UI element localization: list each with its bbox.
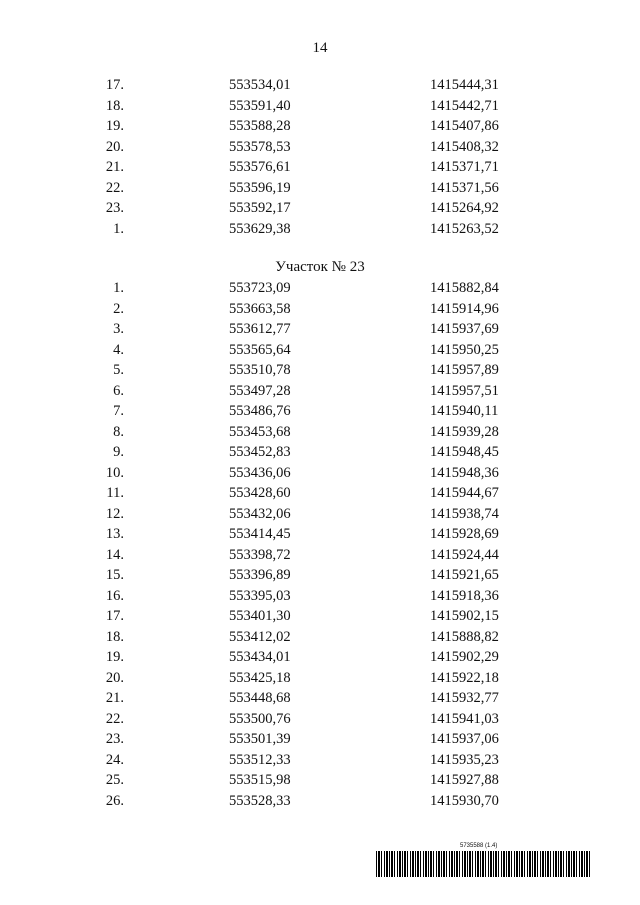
point-number: 21. <box>105 690 124 706</box>
point-number: 18. <box>105 628 124 645</box>
point-number: 17. <box>105 77 124 93</box>
coordinate-x: 553500,76 <box>229 710 291 727</box>
coordinate-x: 553534,01 <box>229 77 291 93</box>
coordinate-y: 1415927,88 <box>430 772 499 788</box>
table-row <box>0 157 640 178</box>
table-row <box>0 299 640 320</box>
coordinate-x: 553512,33 <box>229 751 291 768</box>
coordinate-y: 1415944,67 <box>430 485 499 501</box>
coordinate-y: 1415957,51 <box>430 382 499 399</box>
coordinate-y: 1415902,15 <box>430 608 499 624</box>
table-row <box>0 545 640 566</box>
point-number: 25. <box>105 772 124 788</box>
point-number: 17. <box>105 608 124 624</box>
coordinate-x: 553612,77 <box>229 321 291 337</box>
coordinate-y: 1415371,56 <box>430 179 499 196</box>
point-number: 7. <box>113 403 124 419</box>
coordinate-x: 553528,33 <box>229 792 291 809</box>
point-number: 23. <box>105 731 124 747</box>
coordinate-y: 1415922,18 <box>430 669 499 686</box>
coordinate-y: 1415442,71 <box>430 97 499 114</box>
coordinate-x: 553432,06 <box>229 505 291 522</box>
table-row <box>0 442 640 463</box>
coordinate-x: 553596,19 <box>229 179 291 196</box>
point-number: 14. <box>105 546 124 563</box>
coordinate-x: 553434,01 <box>229 649 291 665</box>
coordinate-x: 553629,38 <box>229 220 291 237</box>
coordinate-x: 553453,68 <box>229 423 291 440</box>
point-number: 8. <box>113 423 124 440</box>
table-row <box>0 75 640 96</box>
coordinate-y: 1415937,06 <box>430 731 499 747</box>
point-number: 21. <box>105 159 124 175</box>
point-number: 4. <box>113 341 124 358</box>
table-row <box>0 709 640 730</box>
table-row <box>0 524 640 545</box>
coordinate-x: 553414,45 <box>229 526 291 542</box>
coordinate-x: 553592,17 <box>229 200 291 216</box>
table-row <box>0 422 640 443</box>
coordinate-y: 1415407,86 <box>430 118 499 134</box>
coordinate-x: 553452,83 <box>229 444 291 460</box>
coordinate-x: 553486,76 <box>229 403 291 419</box>
point-number: 12. <box>105 505 124 522</box>
point-number: 22. <box>105 710 124 727</box>
coordinate-x: 553591,40 <box>229 97 291 114</box>
coordinate-y: 1415918,36 <box>430 587 499 604</box>
point-number: 11. <box>106 485 124 501</box>
coordinate-y: 1415938,74 <box>430 505 499 522</box>
table-row <box>0 688 640 709</box>
table-row <box>0 340 640 361</box>
coordinate-y: 1415930,70 <box>430 792 499 809</box>
point-number: 15. <box>105 567 124 583</box>
coordinate-y: 1415948,36 <box>430 464 499 481</box>
point-number: 23. <box>105 200 124 216</box>
point-number: 16. <box>105 587 124 604</box>
table-row <box>0 565 640 586</box>
table-row <box>0 586 640 607</box>
coordinate-y: 1415888,82 <box>430 628 499 645</box>
coordinate-y: 1415444,31 <box>430 77 499 93</box>
table-row <box>0 278 640 299</box>
table-row <box>0 96 640 117</box>
coordinate-y: 1415937,69 <box>430 321 499 337</box>
table-row <box>0 319 640 340</box>
coordinate-x: 553565,64 <box>229 341 291 358</box>
point-number: 10. <box>105 464 124 481</box>
coordinate-y: 1415921,65 <box>430 567 499 583</box>
point-number: 20. <box>105 669 124 686</box>
table-row <box>0 668 640 689</box>
coordinate-x: 553723,09 <box>229 280 291 296</box>
table-row <box>0 360 640 381</box>
point-number: 9. <box>113 444 124 460</box>
table-row <box>0 606 640 627</box>
section-title: Участок № 23 <box>275 259 365 275</box>
coordinate-x: 553448,68 <box>229 690 291 706</box>
page-number: 14 <box>312 40 328 56</box>
coordinate-x: 553401,30 <box>229 608 291 624</box>
coordinate-y: 1415940,11 <box>430 403 499 419</box>
barcode-caption: 5735588 (1.4) <box>460 843 498 849</box>
coordinate-y: 1415939,28 <box>430 423 499 440</box>
point-number: 22. <box>105 179 124 196</box>
point-number: 19. <box>105 649 124 665</box>
coordinate-x: 553510,78 <box>229 362 291 378</box>
coordinate-y: 1415935,23 <box>430 751 499 768</box>
table-row <box>0 750 640 771</box>
coordinate-x: 553663,58 <box>229 300 291 317</box>
coordinate-y: 1415928,69 <box>430 526 499 542</box>
table-row <box>0 791 640 812</box>
table-row <box>0 381 640 402</box>
table-row <box>0 463 640 484</box>
point-number: 2. <box>113 300 124 317</box>
table-row <box>0 483 640 504</box>
barcode-image <box>376 851 590 877</box>
coordinate-x: 553515,98 <box>229 772 291 788</box>
point-number: 19. <box>105 118 124 134</box>
coordinate-x: 553436,06 <box>229 464 291 481</box>
table-row <box>0 198 640 219</box>
coordinate-x: 553576,61 <box>229 159 291 175</box>
coordinate-y: 1415882,84 <box>430 280 499 296</box>
coordinate-x: 553425,18 <box>229 669 291 686</box>
coordinate-x: 553428,60 <box>229 485 291 501</box>
table-row <box>0 627 640 648</box>
point-number: 1. <box>113 280 124 296</box>
coordinate-y: 1415902,29 <box>430 649 499 665</box>
coordinate-y: 1415957,89 <box>430 362 499 378</box>
table-row <box>0 504 640 525</box>
coordinate-y: 1415948,45 <box>430 444 499 460</box>
coordinate-y: 1415932,77 <box>430 690 499 706</box>
point-number: 6. <box>113 382 124 399</box>
coordinate-y: 1415264,92 <box>430 200 499 216</box>
point-number: 18. <box>105 97 124 114</box>
coordinate-y: 1415263,52 <box>430 220 499 237</box>
table-row <box>0 219 640 240</box>
coordinate-y: 1415924,44 <box>430 546 499 563</box>
coordinate-x: 553588,28 <box>229 118 291 134</box>
coordinate-y: 1415408,32 <box>430 138 499 155</box>
table-row <box>0 137 640 158</box>
coordinate-x: 553497,28 <box>229 382 291 399</box>
point-number: 5. <box>113 362 124 378</box>
table-row <box>0 178 640 199</box>
coordinate-y: 1415941,03 <box>430 710 499 727</box>
table-row <box>0 401 640 422</box>
coordinate-x: 553398,72 <box>229 546 291 563</box>
coordinate-x: 553412,02 <box>229 628 291 645</box>
coordinate-x: 553395,03 <box>229 587 291 604</box>
coordinate-x: 553396,89 <box>229 567 291 583</box>
coordinates-table-plot-23 <box>0 278 640 811</box>
point-number: 13. <box>105 526 124 542</box>
coordinate-y: 1415950,25 <box>430 341 499 358</box>
point-number: 24. <box>105 751 124 768</box>
point-number: 1. <box>113 220 124 237</box>
coordinate-y: 1415914,96 <box>430 300 499 317</box>
table-row <box>0 729 640 750</box>
coordinate-x: 553578,53 <box>229 138 291 155</box>
table-row <box>0 116 640 137</box>
point-number: 20. <box>105 138 124 155</box>
table-row <box>0 647 640 668</box>
table-row <box>0 770 640 791</box>
coordinate-y: 1415371,71 <box>430 159 499 175</box>
coordinates-table-continued <box>0 75 640 239</box>
point-number: 26. <box>105 792 124 809</box>
point-number: 3. <box>113 321 124 337</box>
coordinate-x: 553501,39 <box>229 731 291 747</box>
